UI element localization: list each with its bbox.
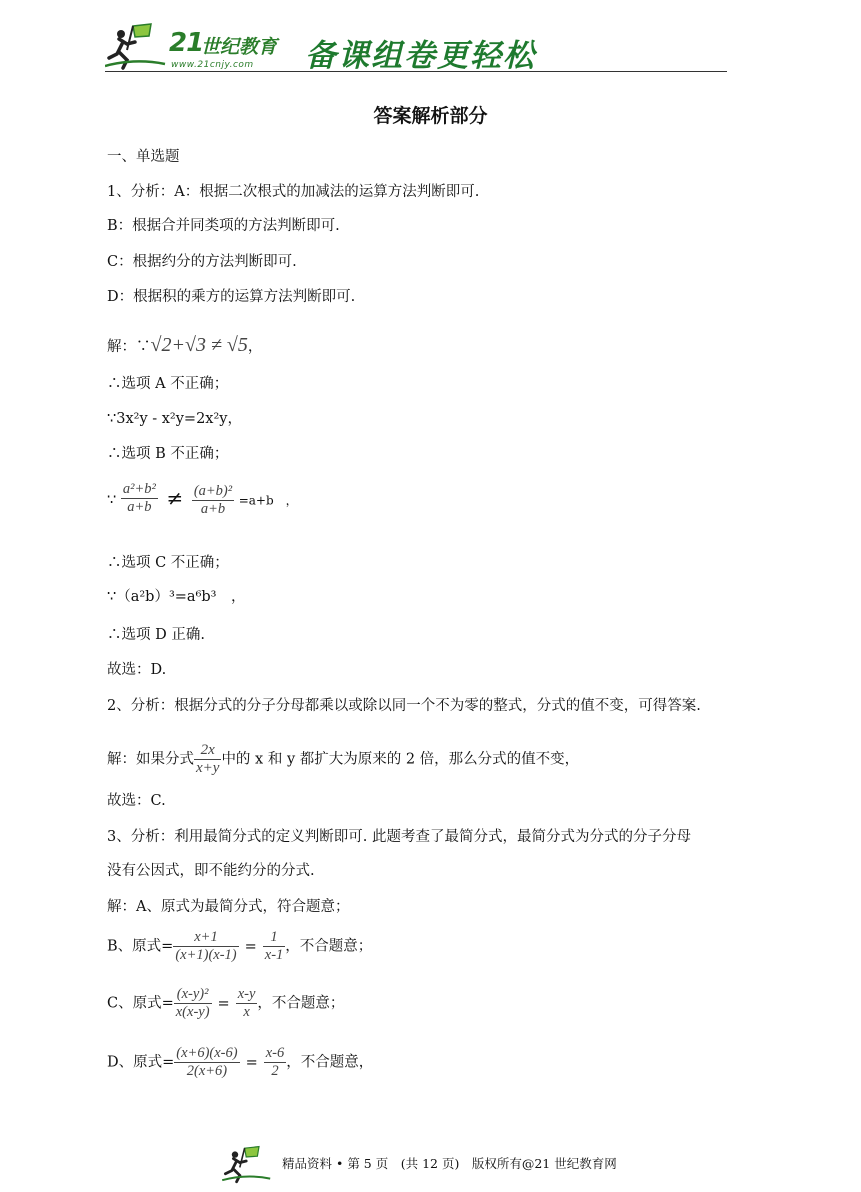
runner-with-flag-icon	[218, 1145, 276, 1185]
because-symbol: ∵	[107, 492, 117, 509]
fraction-denominator: x	[243, 1004, 250, 1020]
option-suffix: ，不合题意；	[285, 938, 373, 955]
q2-answer: 故选：C.	[107, 793, 166, 809]
q3-solution-b	[107, 929, 372, 964]
q1-analysis-d: D：根据积的乘方的运算方法判断即可.	[107, 289, 356, 305]
runner-with-flag-icon	[105, 22, 167, 72]
fraction-numerator: (x+6)(x-6)	[176, 1045, 238, 1061]
fraction-denominator: a+b	[127, 499, 152, 515]
fraction-lhs	[174, 986, 212, 1021]
fraction-numerator: 1	[263, 929, 286, 947]
equals-sign: =	[217, 995, 230, 1012]
q2-solution-line	[107, 742, 579, 777]
q3-analysis-2: 没有公因式，即不能约分的分式.	[107, 863, 315, 879]
q1-analysis: 1、分析：A：根据二次根式的加减法的运算方法判断即可.	[107, 184, 480, 200]
fraction-numerator: (x-y)²	[174, 986, 212, 1004]
option-suffix: ，不合题意，	[286, 1054, 374, 1071]
solution-suffix: 中的 x 和 y 都扩大为原来的 2 倍，那么分式的值不变，	[221, 751, 580, 768]
q1-eq-b: ∵3x²y - x²y=2x²y，	[107, 411, 242, 427]
fraction-lhs	[121, 481, 158, 516]
fraction-denominator: 2(x+6)	[186, 1063, 228, 1079]
header-slogan: 备课组卷更轻松	[305, 38, 536, 74]
fraction-denominator: a+b	[200, 501, 226, 517]
q1-solution-line	[107, 335, 262, 357]
sqrt-expression: √2+√3 ≠ √5	[150, 334, 248, 356]
q1-a-wrong: ∴选项 A 不正确；	[107, 376, 229, 392]
solution-suffix: ，	[247, 339, 263, 355]
fraction-lhs	[174, 1045, 239, 1080]
fraction-numerator: x+1	[173, 929, 238, 947]
page-header	[105, 22, 727, 74]
q1-c-wrong: ∴选项 C 不正确；	[107, 555, 229, 571]
fraction-denominator: x-1	[264, 947, 284, 963]
fraction-numerator: x-6	[265, 1045, 285, 1061]
not-equal-sign: ≠	[166, 485, 184, 510]
fraction-numerator: a²+b²	[122, 481, 156, 497]
fraction-rhs	[264, 1045, 287, 1080]
q1-answer: 故选：D.	[107, 662, 167, 678]
page-footer	[0, 1145, 861, 1185]
logo-name: 世纪教育	[201, 36, 278, 58]
option-prefix: B、原式=	[107, 938, 174, 955]
q1-eq-d: ∵（a²b）³=a⁶b³ ，	[107, 589, 246, 605]
fraction-2x-over-x-plus-y	[194, 742, 221, 777]
fraction-denominator: (x+1)(x-1)	[175, 947, 237, 963]
fraction-numerator: (a+b)²	[193, 483, 233, 499]
option-prefix: D、原式=	[107, 1054, 175, 1071]
fraction-lhs	[173, 929, 238, 964]
page-title: 答案解析部分	[373, 105, 488, 127]
solution-prefix: 解：如果分式	[107, 751, 194, 768]
q1-b-wrong: ∴选项 B 不正确；	[107, 446, 229, 462]
fraction-denominator: x(x-y)	[175, 1004, 210, 1020]
q1-analysis-c: C：根据约分的方法判断即可.	[107, 254, 297, 270]
logo-url: www.21cnjy.com	[171, 60, 254, 70]
equals-sign: =	[245, 1054, 258, 1071]
q2-analysis: 2、分析：根据分式的分子分母都乘以或除以同一个不为零的整式，分式的值不变，可得答案.	[107, 698, 701, 714]
fraction-numerator: x-y	[237, 986, 256, 1002]
fraction-rhs	[192, 483, 234, 518]
option-suffix: ，不合题意；	[257, 995, 345, 1012]
q1-eq-c	[107, 483, 298, 518]
q3-solution-d	[107, 1045, 373, 1080]
logo-number: 21	[169, 28, 204, 58]
q3-solution-a: 解：A、原式为最简分式，符合题意；	[107, 899, 350, 915]
q3-analysis-1: 3、分析：利用最简分式的定义判断即可. 此题考查了最简分式，最简分式为分式的分子分母	[107, 829, 691, 845]
fraction-denominator: x+y	[196, 760, 220, 776]
fraction-rhs	[236, 986, 258, 1021]
q1-analysis-b: B：根据合并同类项的方法判断即可.	[107, 218, 340, 234]
section-heading: 一、单选题	[107, 149, 180, 165]
solution-prefix: 解：∵	[107, 339, 151, 355]
fraction-numerator: 2x	[194, 742, 221, 760]
option-prefix: C、原式=	[107, 995, 174, 1012]
header-divider	[105, 71, 727, 72]
equals-sign: =	[244, 938, 257, 955]
q1-d-right: ∴选项 D 正确.	[107, 627, 205, 643]
fraction-denominator: 2	[271, 1063, 279, 1079]
fraction-rhs	[263, 929, 286, 964]
q3-solution-c	[107, 986, 344, 1021]
equation-tail: =a+b ，	[238, 493, 298, 508]
footer-text: 精品资料 • 第 5 页 (共 12 页) 版权所有@21 世纪教育网	[282, 1156, 617, 1171]
